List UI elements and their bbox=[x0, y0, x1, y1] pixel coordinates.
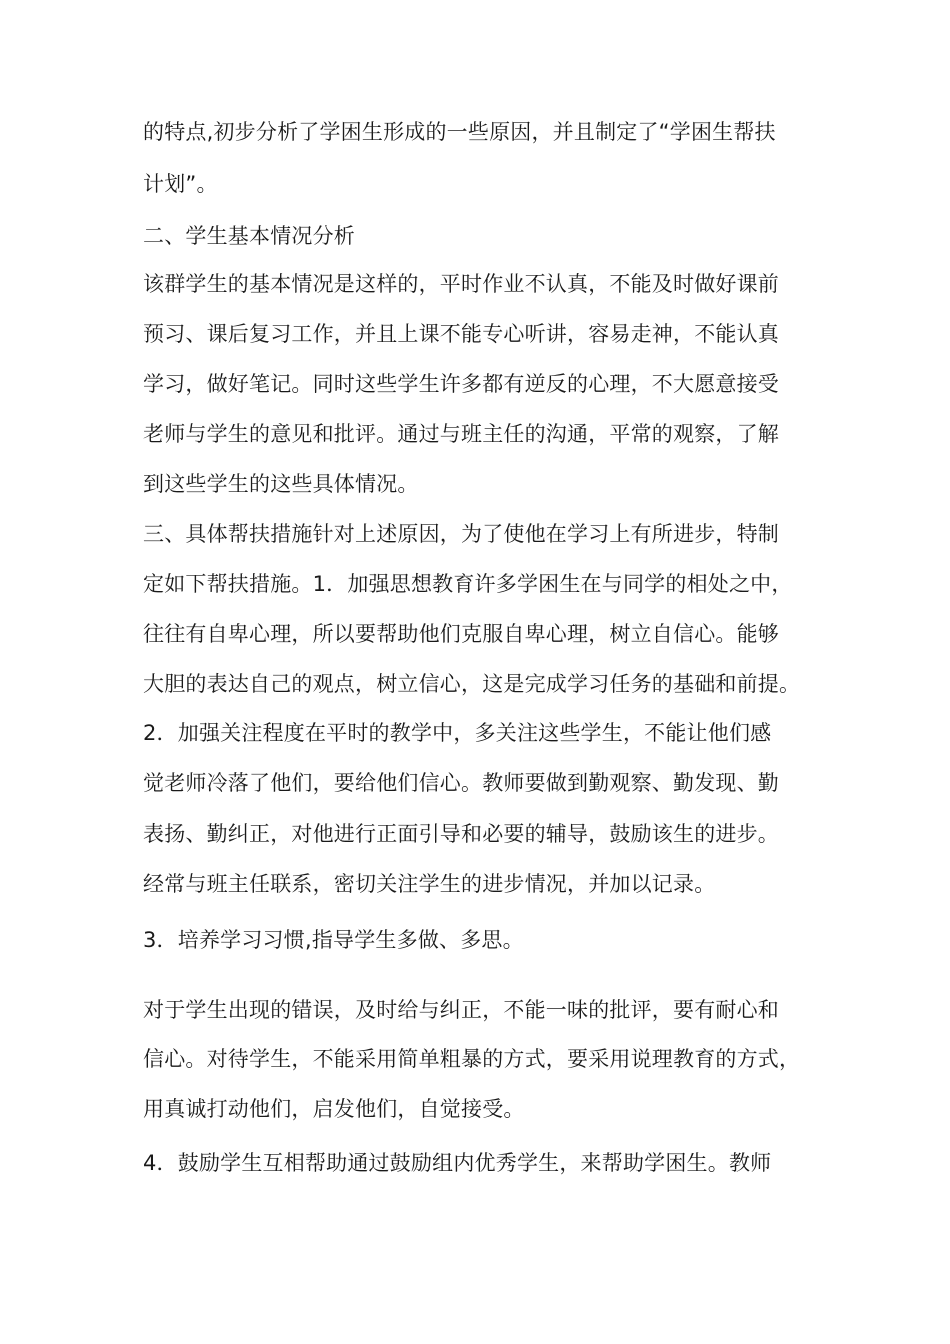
text-line: 学习，做好笔记。同时这些学生许多都有逆反的心理，不大愿意接受 bbox=[143, 372, 779, 396]
text-line: 觉老师冷落了他们，要给他们信心。教师要做到勤观察、勤发现、勤 bbox=[143, 771, 779, 795]
text-line: 3．培养学习习惯,指导学生多做、多思。 bbox=[143, 928, 524, 952]
text-line: 到这些学生的这些具体情况。 bbox=[143, 472, 419, 496]
text-line: 4．鼓励学生互相帮助通过鼓励组内优秀学生，来帮助学困生。教师 bbox=[143, 1151, 772, 1175]
text-line: 计划”。 bbox=[143, 172, 218, 196]
text-line: 定如下帮扶措施。1．加强思想教育许多学困生在与同学的相处之中， bbox=[143, 572, 793, 596]
text-line: 2．加强关注程度在平时的教学中，多关注这些学生，不能让他们感 bbox=[143, 721, 772, 745]
text-line: 往往有自卑心理，所以要帮助他们克服自卑心理，树立自信心。能够 bbox=[143, 622, 779, 646]
text-line: 表扬、勤纠正，对他进行正面引导和必要的辅导，鼓励该生的进步。 bbox=[143, 822, 779, 846]
section-heading: 二、学生基本情况分析 bbox=[143, 224, 355, 248]
text-line: 三、具体帮扶措施针对上述原因，为了使他在学习上有所进步，特制 bbox=[143, 522, 779, 546]
text-line: 用真诚打动他们，启发他们，自觉接受。 bbox=[143, 1097, 525, 1121]
text-line: 对于学生出现的错误，及时给与纠正，不能一味的批评，要有耐心和 bbox=[143, 998, 779, 1022]
text-line: 信心。对待学生，不能采用简单粗暴的方式，要采用说理教育的方式， bbox=[143, 1047, 801, 1071]
text-line: 经常与班主任联系，密切关注学生的进步情况，并加以记录。 bbox=[143, 872, 716, 896]
text-line: 的特点,初步分析了学困生形成的一些原因，并且制定了“学困生帮扶 bbox=[143, 120, 776, 144]
text-line: 老师与学生的意见和批评。通过与班主任的沟通，平常的观察，了解 bbox=[143, 422, 779, 446]
text-line: 该群学生的基本情况是这样的，平时作业不认真，不能及时做好课前 bbox=[143, 272, 779, 296]
text-line: 预习、课后复习工作，并且上课不能专心听讲，容易走神，不能认真 bbox=[143, 322, 779, 346]
text-line: 大胆的表达自己的观点，树立信心，这是完成学习任务的基础和前提。 bbox=[143, 672, 801, 696]
